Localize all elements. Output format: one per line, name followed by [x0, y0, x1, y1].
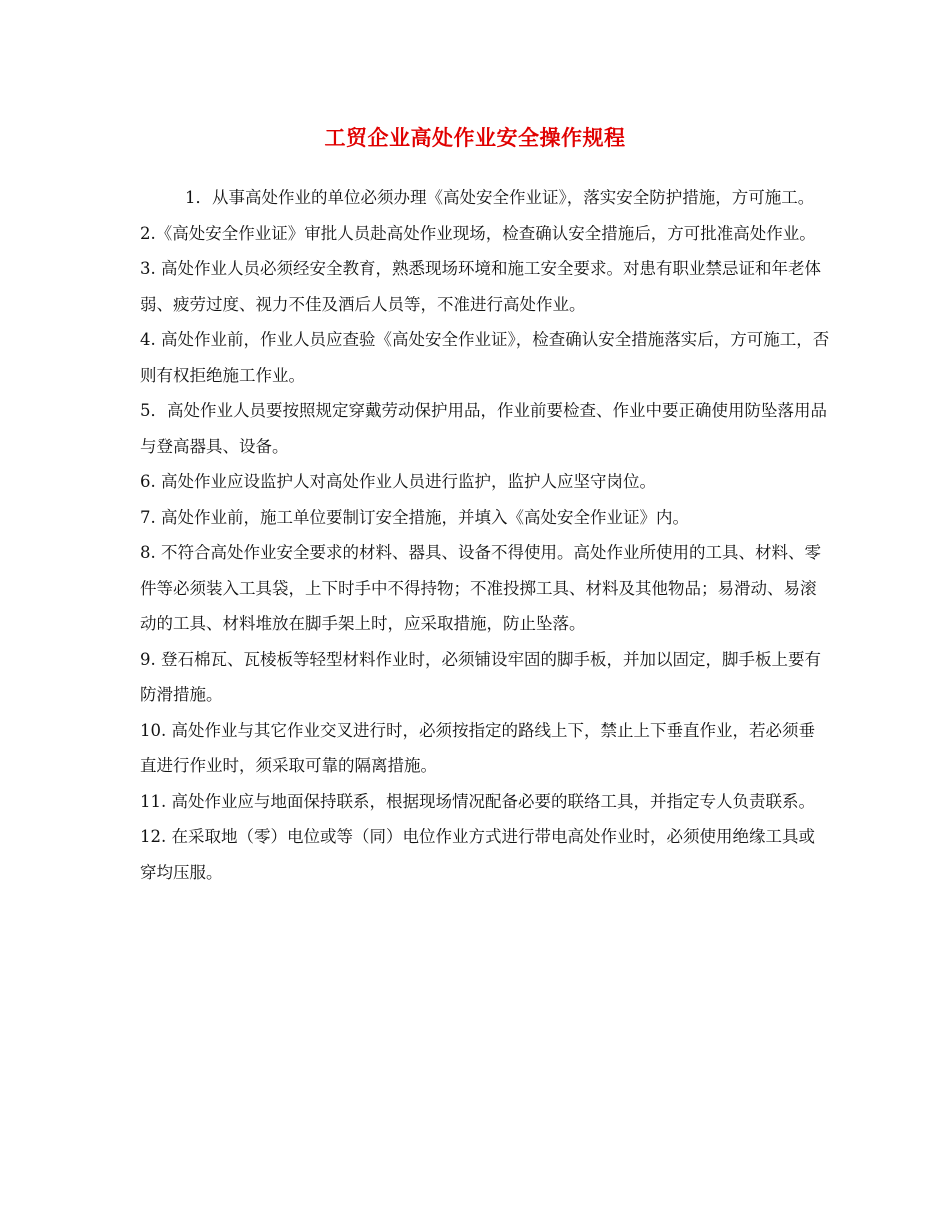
- document-title: 工贸企业高处作业安全操作规程: [324, 126, 626, 150]
- paragraph-3: 3. 高处作业人员必须经安全教育，熟悉现场环境和施工安全要求。对患有职业禁忌证和年老体弱、疲劳过度、视力不佳及酒后人员等，不准进行高处作业。: [140, 259, 821, 314]
- paragraph-8: 8. 不符合高处作业安全要求的材料、器具、设备不得使用。高处作业所使用的工具、材料、零件等必须装入工具袋，上下时手中不得持物；不准投掷工具、材料及其他物品；易滑动、易滚动的工具、材料堆放在脚手架上时，应采取措施，防止坠落。: [140, 543, 821, 633]
- paragraph-6: 6. 高处作业应设监护人对高处作业人员进行监护，监护人应坚守岗位。: [140, 472, 656, 491]
- paragraph-2: 2.《高处安全作业证》审批人员赴高处作业现场，检查确认安全措施后，方可批准高处作业。: [140, 223, 816, 243]
- document-body: [140, 180, 830, 890]
- paragraph-4: 4. 高处作业前，作业人员应查验《高处安全作业证》，检查确认安全措施落实后，方可施工，否则有权拒绝施工作业。: [140, 330, 830, 385]
- paragraph-9: 9. 登石棉瓦、瓦棱板等轻型材料作业时，必须铺设牢固的脚手板，并加以固定，脚手板上要有防滑措施。: [140, 649, 821, 704]
- paragraph-11: 11. 高处作业应与地面保持联系，根据现场情况配备必要的联络工具，并指定专人负责联系。: [140, 791, 815, 811]
- paragraph-1: 1．从事高处作业的单位必须办理《高处安全作业证》，落实安全防护措施，方可施工。: [185, 188, 815, 207]
- paragraph-7: 7. 高处作业前，施工单位要制订安全措施，并填入《高处安全作业证》内。: [140, 507, 689, 527]
- paragraph-10: 10. 高处作业与其它作业交叉进行时，必须按指定的路线上下，禁止上下垂直作业，若必须垂直进行作业时，须采取可靠的隔离措施。: [140, 720, 815, 775]
- paragraph-5: 5．高处作业人员要按照规定穿戴劳动保护用品，作业前要检查、作业中要正确使用防坠落用品与登高器具、设备。: [140, 401, 827, 456]
- paragraph-12: 12. 在采取地（零）电位或等（同）电位作业方式进行带电高处作业时，必须使用绝缘工具或穿均压服。: [140, 827, 815, 882]
